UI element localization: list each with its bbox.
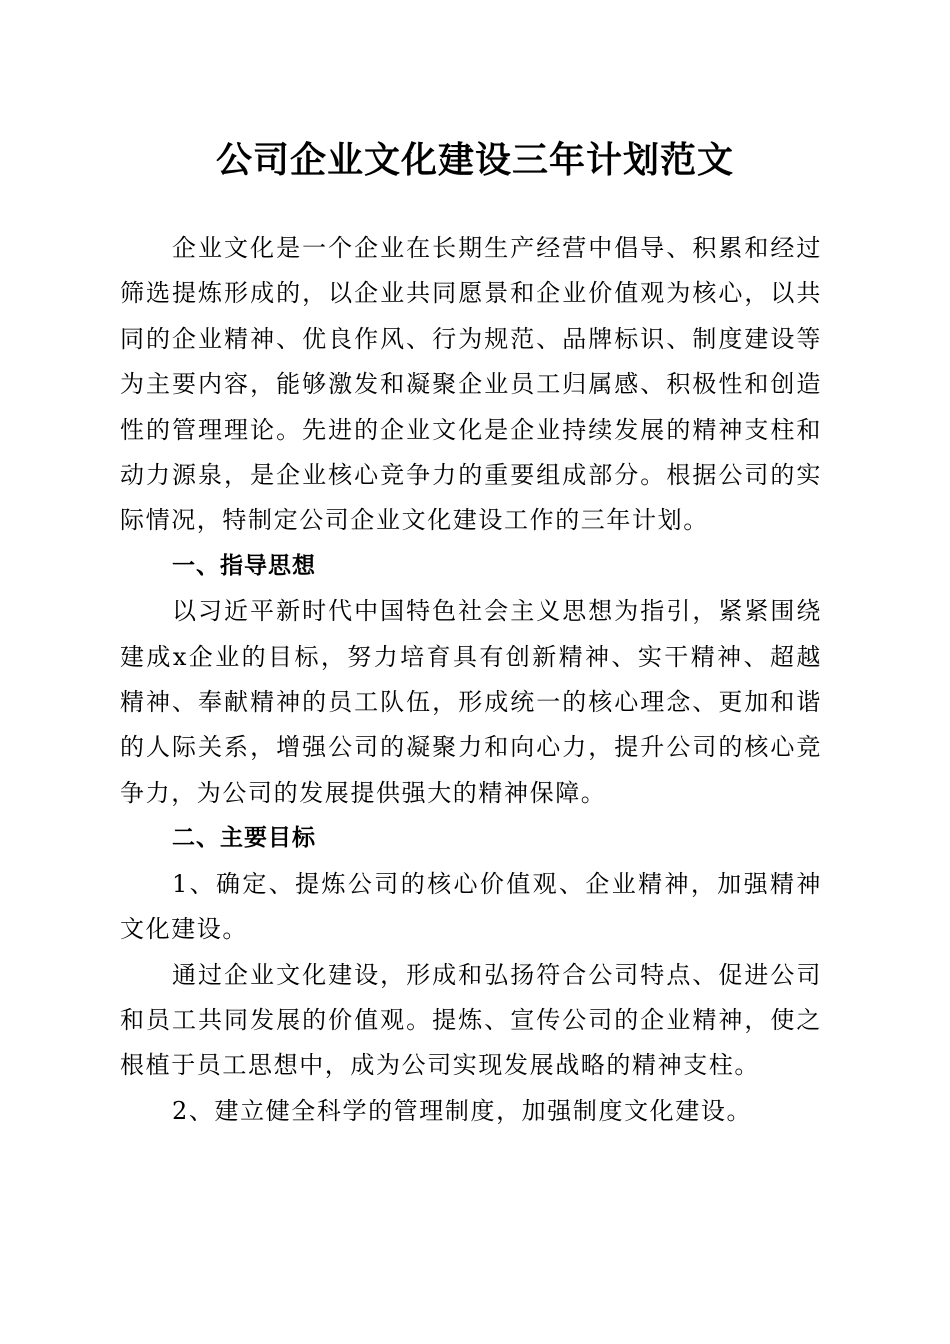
section-heading-main-goals: 二、主要目标 — [172, 825, 316, 852]
section-heading-guiding-ideology: 一、指导思想 — [172, 552, 316, 579]
intro-paragraph: 企业文化是一个企业在长期生产经营中倡导、积累和经过筛选提炼形成的，以企业共同愿景和企业价值观为核心，以共同的企业精神、优良作风、行为规范、品牌标识、制度建设等为主要内容，能够激发和凝聚企业员工归属感、积极性和创造性的管理理论。先进的企业文化是企业持续发展的精神支柱和动力源泉，是企业核心竞争力的重要组成部分。根据公司的实际情况，特制定公司企业文化建设工作的三年计划。 — [120, 234, 822, 535]
goal-2-title: 2、建立健全科学的管理制度，加强制度文化建设。 — [172, 1096, 753, 1125]
document-title: 公司企业文化建设三年计划范文 — [215, 139, 734, 181]
document-body — [120, 226, 822, 1134]
guiding-ideology-paragraph: 以习近平新时代中国特色社会主义思想为指引，紧紧围绕建成x企业的目标，努力培育具有创新精神、实干精神、超越精神、奉献精神的员工队伍，形成统一的核心理念、更加和谐的人际关系，增强公司的凝聚力和向心力，提升公司的核心竞争力，为公司的发展提供强大的精神保障。 — [120, 597, 822, 807]
goal-1-title: 1、确定、提炼公司的核心价值观、企业精神，加强精神文化建设。 — [120, 869, 822, 944]
goal-1-paragraph: 通过企业文化建设，形成和弘扬符合公司特点、促进公司和员工共同发展的价值观。提炼、宣传公司的企业精神，使之根植于员工思想中，成为公司实现发展战略的精神支柱。 — [120, 960, 822, 1080]
